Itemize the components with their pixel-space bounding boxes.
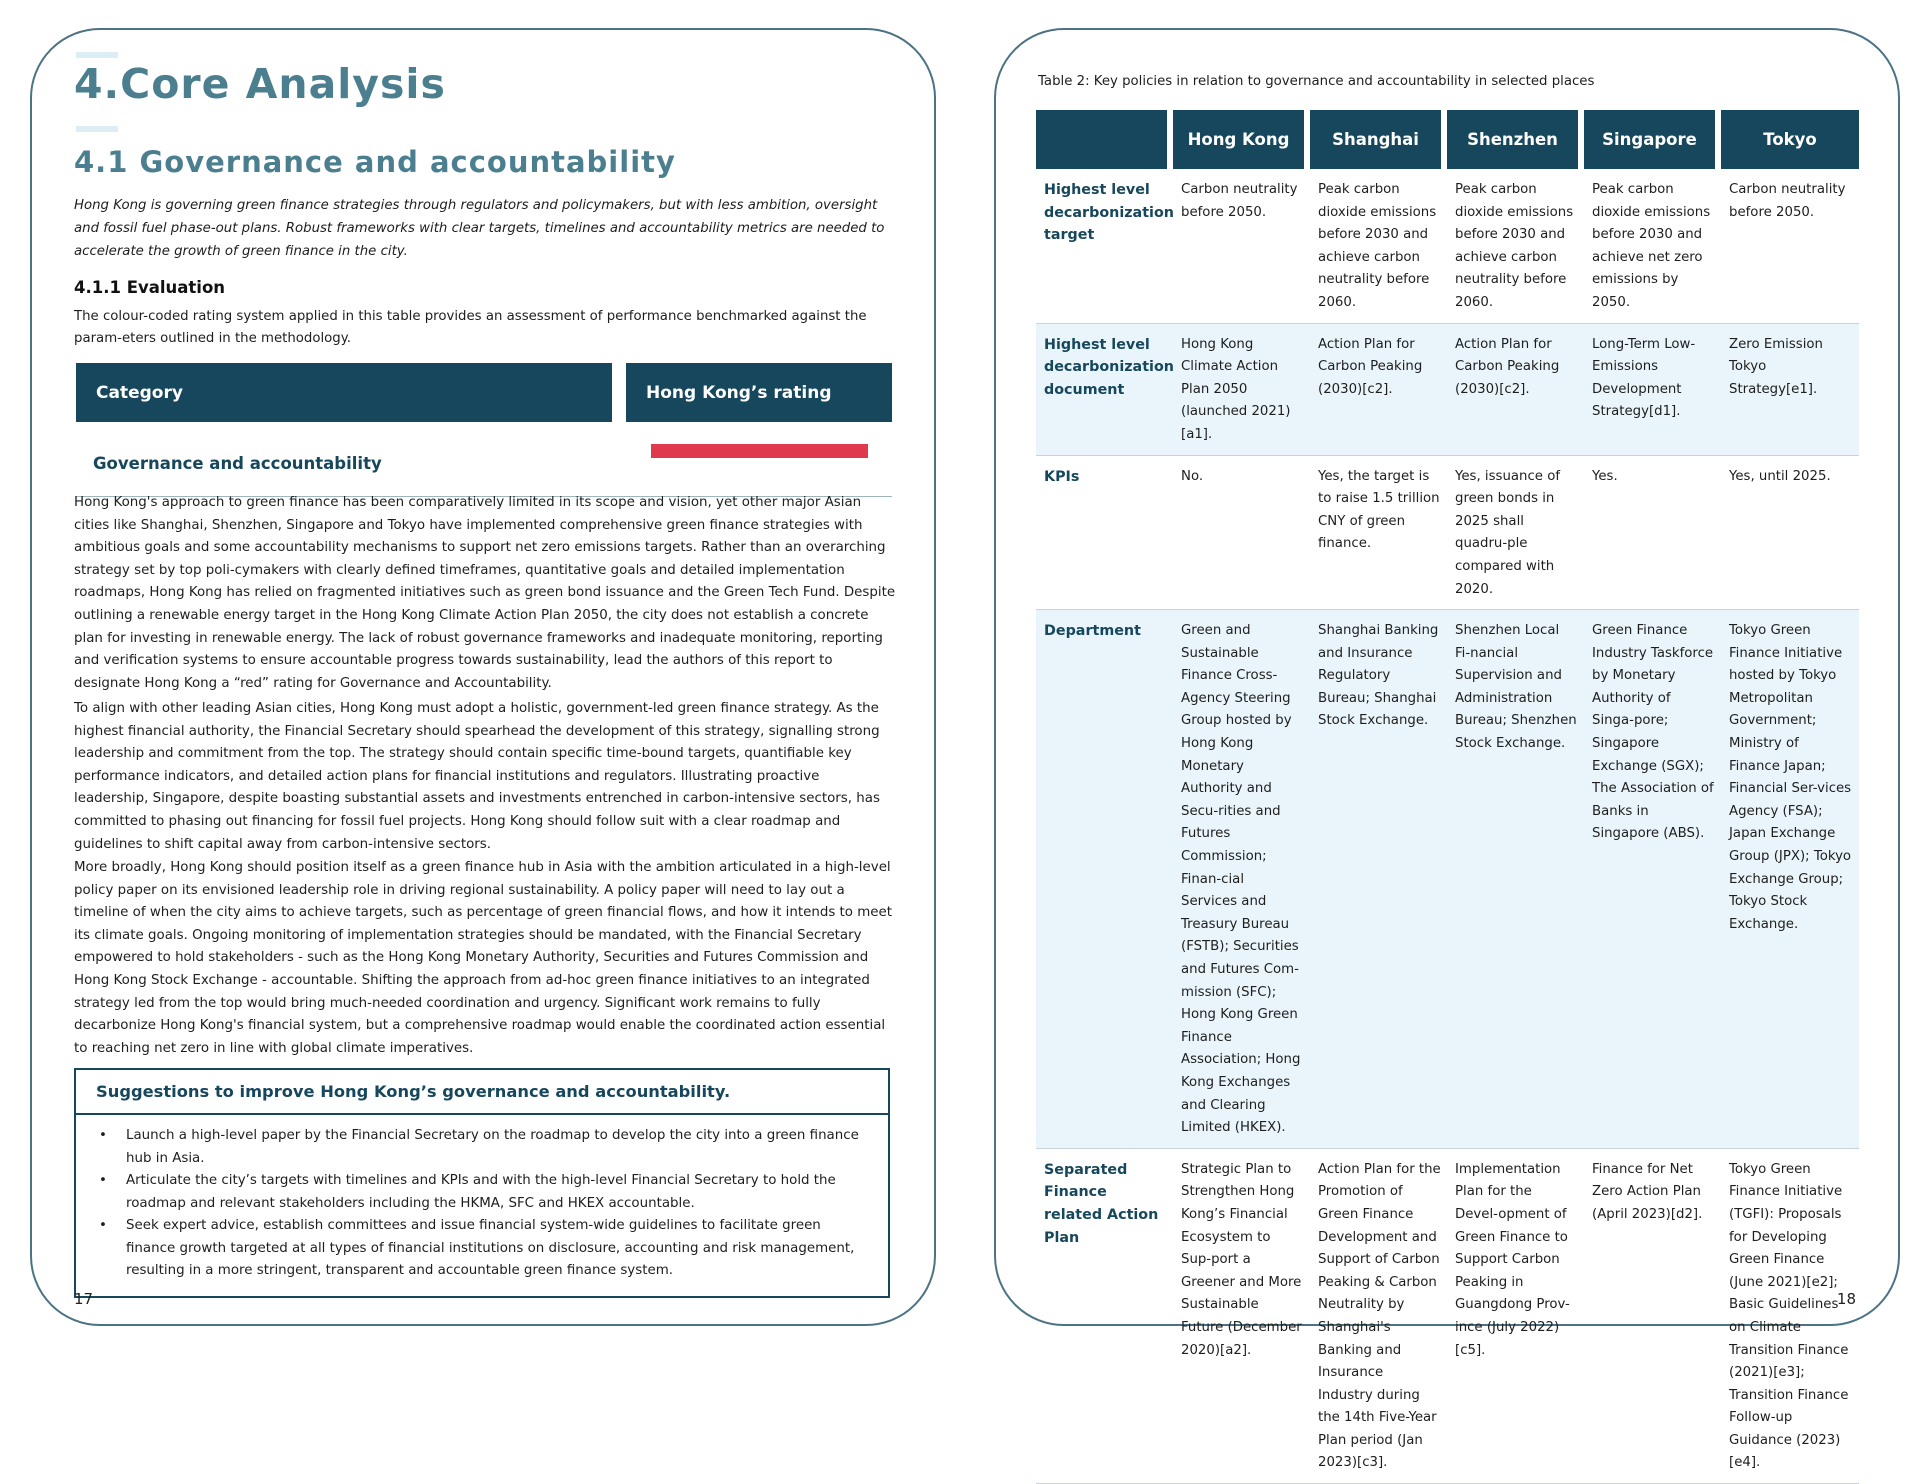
table-row — [1036, 169, 1859, 324]
subsection-title: 4.1.1 Evaluation — [74, 278, 226, 297]
body-paragraph: To align with other leading Asian cities, Hong Kong must adopt a holistic, government-led green finance strategy. As the highest financial authority, the Financial Secretary should spearhead the development of this strategy, signalling strong leadership and commitment from the top. The strategy should contain specific time-bound targets, quantifiable key performance indicators, and detailed action plans for financial institutions and regulators. Illustrating proactive leadership, Singapore, despite boasting substantial assets and investments entrenched in carbon-intensive sectors, has committed to phasing out financing for fossil fuel projects. Hong Kong should follow suit with a clear roadmap and guidelines to shift capital away from carbon-intensive sectors. — [74, 701, 880, 852]
table-cell: Yes. — [1584, 456, 1721, 611]
right-page — [994, 28, 1900, 1471]
bullet-icon: • — [99, 1218, 107, 1233]
rating-header-rating: Hong Kong’s rating — [626, 363, 892, 422]
row-label: Highest level decarbonization document — [1036, 324, 1173, 456]
suggestion-item — [99, 1215, 866, 1283]
table-cell: Carbon neutrality before 2050. — [1721, 169, 1859, 324]
left-page — [30, 28, 936, 1326]
suggestion-text: Seek expert advice, establish committees and issue financial system-wide guidelines to facilitate green finance growth targeted at all types of financial institutions on disclosure, accounting and risk management, resulting in a more stringent, transparent and accountable green finance system. — [126, 1218, 855, 1278]
suggestions-list — [76, 1125, 888, 1283]
page-number: 18 — [1836, 1290, 1856, 1308]
table-cell: Shenzhen Local Fi-nancial Supervision and Administration Bureau; Shenzhen Stock Exchange. — [1447, 610, 1584, 1149]
table-cell: Shanghai Banking and Insurance Regulatory Bureau; Shanghai Stock Exchange. — [1310, 610, 1447, 1149]
rating-header-category: Category — [76, 363, 612, 422]
section-intro: Hong Kong is governing green finance strategies through regulators and policymakers, but with less ambition, oversight and fossil fuel phase-out plans. Robust frameworks with clear targets, timelines and accountability metrics are needed to accelerate the growth of green finance in the city. — [74, 198, 885, 259]
rating-indicator-red — [651, 444, 868, 458]
table-header-row — [1036, 110, 1859, 169]
body-paragraph: Hong Kong's approach to green finance has been comparatively limited in its scope and vision, yet other major Asian cities like Shanghai, Shenzhen, Singapore and Tokyo have implemented comprehensive green finance strategies with ambitious goals and some accountability mechanisms to support net zero emissions targets. Rather than an overarching strategy set by top poli-cymakers with clearly defined timeframes, quantitative goals and detailed implementation roadmaps, Hong Kong has relied on fragmented initiatives such as green bond issuance and the Green Tech Fund. Despite outlining a renewable energy target in the Hong Kong Climate Action Plan 2050, the city does not establish a concrete plan for investing in renewable energy. The lack of robust governance frameworks and inadequate monitoring, reporting and verification systems to ensure accountable progress towards sustainability, lead the authors of this report to designate Hong Kong a “red” rating for Governance and Accountability. — [74, 495, 896, 691]
table-cell: Action Plan for the Promotion of Green Finance Development and Support of Carbon Peaking & Carbon Neutrality by Shanghai's Banking and Insurance Industry during the 14th Five-Year Plan period (Jan 2023)[c3]. — [1310, 1149, 1447, 1484]
title-decoration-bottom — [76, 126, 118, 132]
suggestions-box — [74, 1068, 890, 1298]
table-cell: Yes, until 2025. — [1721, 456, 1859, 611]
table-row — [1036, 610, 1859, 1149]
table-cell: No. — [1173, 456, 1310, 611]
suggestion-text: Launch a high-level paper by the Financial Secretary on the roadmap to develop the city into a green finance hub in Asia. — [126, 1128, 859, 1166]
page-number: 17 — [74, 1290, 94, 1308]
suggestion-item — [99, 1125, 866, 1170]
table-cell: Tokyo Green Finance Initiative (TGFI): Proposals for Developing Green Finance (June 2021)[e2]; Basic Guidelines on Climate Transition Finance (2021)[e3]; Transition Finance Follow-up Guidance (2023)[e4]. — [1721, 1149, 1859, 1484]
body-paragraph: More broadly, Hong Kong should position itself as a green finance hub in Asia with the ambition articulated in a high-level policy paper on its envisioned leadership role in driving regional sustainability. A policy paper will need to lay out a timeline of when the city aims to achieve targets, such as percentage of green financial flows, and how it intends to meet its climate goals. Ongoing monitoring of implementation strategies should be mandated, with the Financial Secretary empowered to hold stakeholders - such as the Hong Kong Monetary Authority, Securities and Futures Commission and Hong Kong Stock Exchange - accountable. Shifting the approach from ad-hoc green finance initiatives to an integrated strategy led from the top would bring much-needed coordination and urgency. Significant work remains to fully decarbonize Hong Kong's financial system, but a comprehensive roadmap would enable the coordinated action essential to reaching net zero in line with global climate imperatives. — [74, 860, 893, 1056]
table-cell: Long-Term Low-Emissions Development Strategy[d1]. — [1584, 324, 1721, 456]
header-shanghai: Shanghai — [1310, 110, 1447, 169]
header-tokyo: Tokyo — [1721, 110, 1859, 169]
table-row — [1036, 456, 1859, 611]
rating-row — [76, 430, 892, 497]
table-cell: Peak carbon dioxide emissions before 2030 and achieve net zero emissions by 2050. — [1584, 169, 1721, 324]
chapter-title: 4.Core Analysis — [74, 60, 446, 108]
row-label: KPIs — [1036, 456, 1173, 611]
table-cell: Yes, issuance of green bonds in 2025 shall quadru-ple compared with 2020. — [1447, 456, 1584, 611]
bullet-icon: • — [99, 1128, 107, 1143]
suggestion-item — [99, 1170, 866, 1215]
table-cell: Green Finance Industry Taskforce by Monetary Authority of Singa-pore; Singapore Exchange (SGX); The Association of Banks in Singapore (ABS). — [1584, 610, 1721, 1149]
table-cell: Hong Kong Climate Action Plan 2050 (launched 2021)[a1]. — [1173, 324, 1310, 456]
table-row — [1036, 1149, 1859, 1484]
section-title: 4.1 Governance and accountability — [74, 145, 676, 179]
title-decoration-top — [76, 52, 118, 58]
rating-category: Governance and accountability — [93, 454, 382, 473]
suggestions-title: Suggestions to improve Hong Kong’s governance and accountability. — [76, 1070, 888, 1115]
row-label: Department — [1036, 610, 1173, 1149]
row-label: Separated Finance related Action Plan — [1036, 1149, 1173, 1484]
evaluation-text: The colour-coded rating system applied in this table provides an assessment of performance benchmarked against the param-eters outlined in the methodology. — [74, 309, 867, 346]
table-cell: Green and Sustainable Finance Cross-Agency Steering Group hosted by Hong Kong Monetary Authority and Secu-rities and Futures Commission; Finan-cial Services and Treasury Bureau (FSTB); Securities and Futures Com-mission (SFC); Hong Kong Green Finance Association; Hong Kong Exchanges and Clearing Limited (HKEX). — [1173, 610, 1310, 1149]
row-label: Highest level decarbonization target — [1036, 169, 1173, 324]
suggestion-text: Articulate the city’s targets with timelines and KPIs and with the high-level Financial Secretary to hold the roadmap and relevant stakeholders including the HKMA, SFC and HKEX accountable. — [126, 1173, 836, 1211]
header-shenzhen: Shenzhen — [1447, 110, 1584, 169]
policy-table — [1036, 110, 1859, 1484]
table-cell: Strategic Plan to Strengthen Hong Kong’s Financial Ecosystem to Sup-port a Greener and More Sustainable Future (December 2020)[a2]. — [1173, 1149, 1310, 1484]
table-cell: Peak carbon dioxide emissions before 2030 and achieve carbon neutrality before 2060. — [1310, 169, 1447, 324]
table-cell: Action Plan for Carbon Peaking (2030)[c2]. — [1310, 324, 1447, 456]
table-cell: Implementation Plan for the Devel-opment of Green Finance to Support Carbon Peaking in Guangdong Prov-ince (July 2022)[c5]. — [1447, 1149, 1584, 1484]
table-cell: Action Plan for Carbon Peaking (2030)[c2]. — [1447, 324, 1584, 456]
header-hong-kong: Hong Kong — [1173, 110, 1310, 169]
header-singapore: Singapore — [1584, 110, 1721, 169]
table-cell: Carbon neutrality before 2050. — [1173, 169, 1310, 324]
header-blank — [1036, 110, 1173, 169]
table-cell: Peak carbon dioxide emissions before 2030 and achieve carbon neutrality before 2060. — [1447, 169, 1584, 324]
table-cell: Zero Emission Tokyo Strategy[e1]. — [1721, 324, 1859, 456]
bullet-icon: • — [99, 1173, 107, 1188]
table-cell: Tokyo Green Finance Initiative hosted by Tokyo Metropolitan Government; Ministry of Finance Japan; Financial Ser-vices Agency (FSA); Japan Exchange Group (JPX); Tokyo Exchange Group; Tokyo Stock Exchange. — [1721, 610, 1859, 1149]
table-cell: Finance for Net Zero Action Plan (April 2023)[d2]. — [1584, 1149, 1721, 1484]
table-cell: Yes, the target is to raise 1.5 trillion CNY of green finance. — [1310, 456, 1447, 611]
table-caption: Table 2: Key policies in relation to governance and accountability in selected places — [1038, 74, 1595, 89]
table-row — [1036, 324, 1859, 456]
